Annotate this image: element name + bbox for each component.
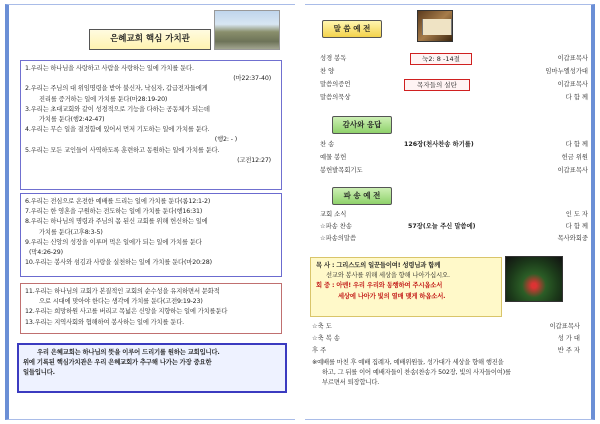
section-response-title: 감사와 응답 [332,116,392,134]
value-9: 9.우리는 신앙의 성장을 이루며 먹은 일에가 되는 일에 가치를 둔다 [25,238,202,246]
congregation-line-1: 회 중 : 아멘! 우리 우리와 동행하여 주시옵소서 [316,282,443,290]
value-2: 2.우리는 주님의 대 위임명령을 받아 불신자, 낙심자, 갑급전자들에게 [25,85,208,93]
row-label: 성경 봉독 [320,55,347,62]
response-row-hymn [320,140,592,150]
row-label: 말씀의증언 [320,81,351,88]
row-value: 인 도 자 [565,211,588,218]
row-label: ☆파송 찬송 [320,223,352,230]
row-value: 헌금 위원 [561,154,588,161]
value-5-ref: (고전12:27) [237,156,271,164]
value-10: 10.우리는 봉사와 섬김과 사랑을 실천하는 일에 가치를 둔다(마20:28) [25,259,212,267]
value-1: 1.우리는 하나님을 사랑하고 사람을 사랑하는 일에 가치를 둔다. [25,65,194,72]
page-title: 은혜교회 핵심 가치관 [89,29,211,50]
note-line-1: ※예배를 마친 후 예배 집례자, 예배위원들, 성가대가 세상을 향해 행진을 [312,359,504,366]
value-4: 4.우리는 무슨 일을 결정함에 있어서 먼저 기도하는 일에 가치를 둔다. [25,126,210,134]
value-12: 12.우리는 희망하원 사고를 버리고 목넓은 신앙을 지향하는 일에 가치를둔다 [25,308,228,316]
note-line-3: 부르면서 퇴장합니다. [322,379,380,387]
word-row-meditation [320,93,592,103]
row-value: 반 주 자 [557,347,580,354]
sermon-title: 목자들의 설탄 [404,79,470,91]
value-1-ref: (마22:37-40) [233,75,271,83]
row-label: 찬 양 [320,68,335,75]
church-footer-note [17,343,287,393]
value-7: 7.우리는 한 영혼을 구원하는 전도하는 일에 가치를 둔다(행16:31) [25,208,203,216]
value-13: 13.우리는 지역사회와 협해하여 봉사하는 일에 가치를 둔다. [25,318,184,326]
note-line-2: 하고, 그 뒤를 이어 예배자들이 찬송(찬송가 502장, 빛의 사자들이여)를 [322,369,511,377]
advent-wreath-image [505,256,563,302]
value-8: 8.우리는 하나님의 명령과 주님의 몸 된신 교회를 위해 헌신하는 일에 [25,218,208,226]
landscape-photo [214,10,280,50]
value-2-cont: 진리를 증거하는 일에 가치를 둔다(마28:19-20) [39,95,168,103]
footer-line-1: 우리 은혜교회는 하나님의 뜻을 이루어 드리기를 원하는 교회입니다. [37,349,220,356]
values-group-3 [20,283,282,334]
row-value: 이갑표목사 [557,81,588,88]
row-label: 봉헌발목회기도 [320,167,363,174]
closing-notes [312,358,588,389]
row-mid: 57장(오늘 주신 말씀에) [408,223,476,230]
value-4-ref: (행2: - ) [214,136,237,144]
value-3: 3.우리는 초대교회와 같이 성경적으로 기능을 다하는 공동체가 되는데 [25,105,210,113]
value-3-cont: 가치를 둔다(행2:42-47) [39,116,105,124]
row-label: ☆파송의말씀 [320,235,357,242]
congregation-line-2: 세상에 나아가 빛의 열매 맺게 하옵소서. [338,292,446,300]
section-word-title: 말 씀 예 전 [322,20,382,38]
word-row-praise [320,67,592,77]
section-sending-title: 파 송 예 전 [332,187,392,205]
row-value: 이갑표목사 [557,55,588,62]
value-9-cont: (막4:26-29) [29,249,63,257]
value-6: 6.우리는 전심으로 온전한 예배를 드리는 일에 가치를 둔다(롬12:1-2) [25,198,211,205]
row-value: 다 함 께 [565,141,588,148]
footer-line-2: 위에 기록된 핵심가치관은 우리 은혜교회가 추구해 나가는 가장 중요한 [23,359,212,367]
row-label: 후 주 [312,347,327,354]
row-value: 다 함 께 [565,94,588,101]
row-value: 다 함 께 [565,223,588,230]
footer-line-3: 일들입니다. [23,369,55,377]
sending-row-word [320,234,592,244]
row-label: 말씀의묵상 [320,94,351,101]
row-value: 성 가 대 [557,335,580,342]
row-label: 교회 소식 [320,211,347,218]
sending-row-hymn [320,222,592,232]
row-label: 예물 봉헌 [320,154,347,161]
row-label: 찬 송 [320,141,335,148]
response-row-offering [320,153,592,163]
pastor-line-1: 목 사 : 그리스도의 일꾼들이여! 성령님과 함께 [316,262,441,269]
pastor-line-2: 선교와 봉사를 위해 세상을 향해 나아가십시오. [326,272,450,280]
row-mid: 126장(천사찬송 하기를) [404,141,474,148]
value-5: 5.우리는 모든 교인들이 사역하도록 훈련하고 동원하는 일에 가치를 둔다. [25,146,220,154]
value-11-cont: 으로 시대에 맞아야 한다는 생각에 가치를 둔다(고전9:19-23) [39,298,203,306]
closing-row-postlude [312,346,584,356]
row-value: 임마누엘성가대 [545,68,588,75]
row-value: 이갑표목사 [549,323,580,330]
bible-icon [417,10,453,42]
value-11: 11.우리는 하나님의 교회가 본질적인 교회의 순수성을 유지하면서 문화적 [25,288,220,295]
row-value: 목사와회중 [557,235,588,242]
scripture-reference: 눅2: 8 -14절 [410,53,472,65]
row-label: ☆축 복 송 [312,335,340,342]
row-label: ☆축 도 [312,323,332,330]
sending-row-news [320,210,592,220]
sending-responsive-reading [310,257,502,317]
values-group-2 [20,193,282,277]
row-value: 이갑표목사 [557,167,588,174]
value-8-cont: 가치를 둔다(고후8:3-5) [39,228,103,236]
closing-row-blessing [312,334,584,344]
values-group-1 [20,60,282,190]
response-row-prayer [320,166,592,176]
closing-row-benediction [312,322,584,332]
